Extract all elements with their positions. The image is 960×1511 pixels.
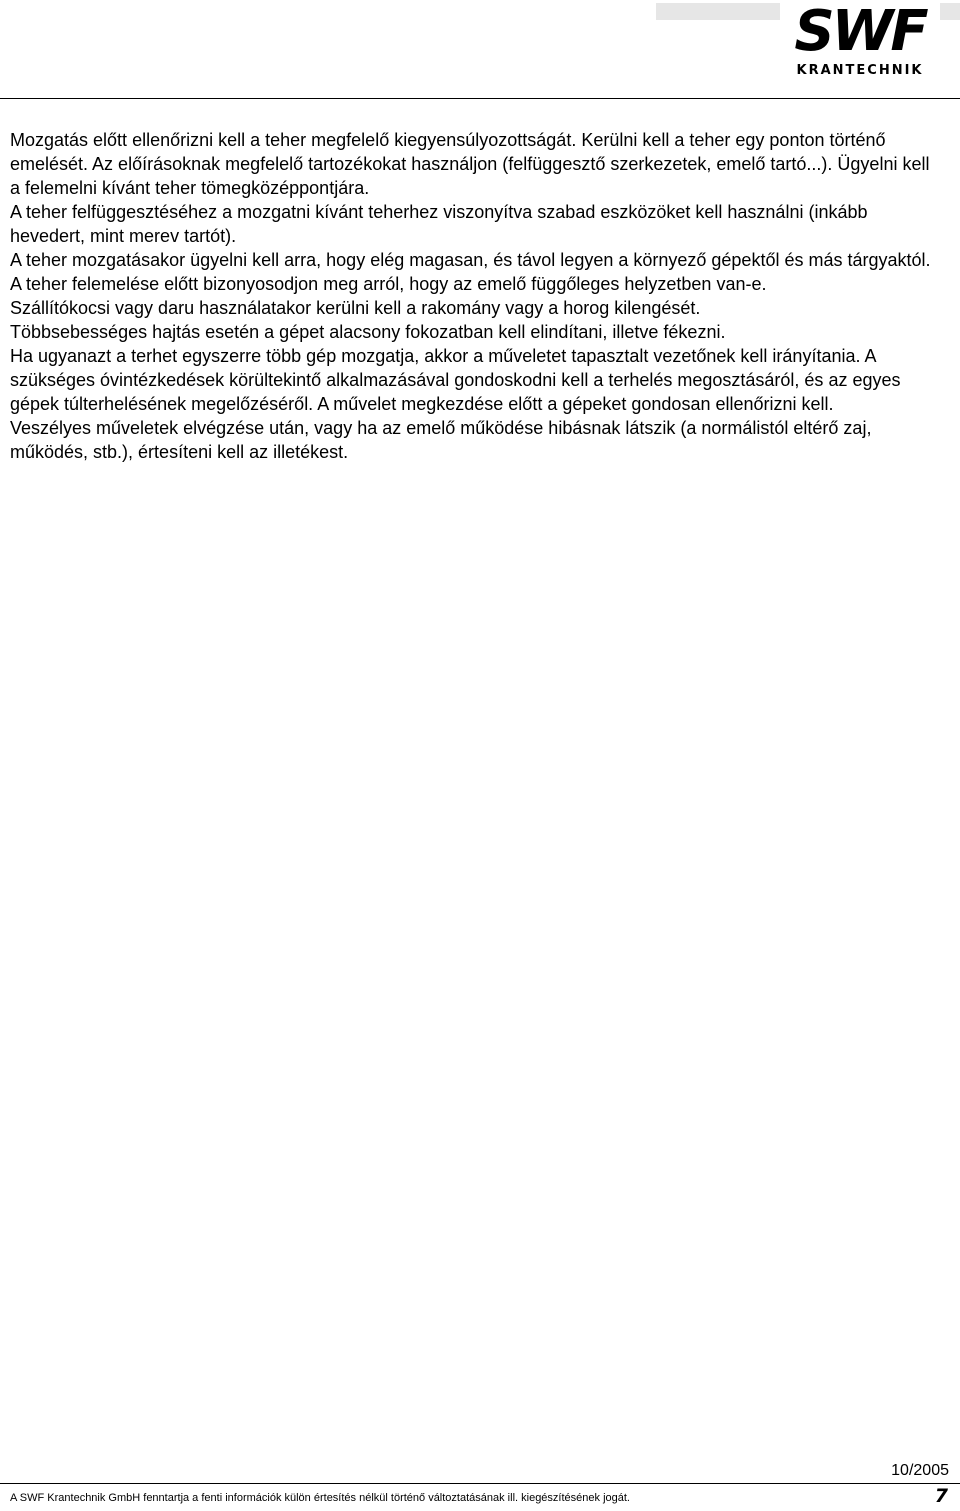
swf-logo (780, 0, 940, 83)
document-date: 10/2005 (891, 1462, 949, 1479)
paragraph: A teher felfüggesztéséhez a mozgatni kívánt teherhez viszonyítva szabad eszközöket kell használni (inkább hevedert, mint merev tartót). (10, 202, 868, 246)
paragraph: Többsebességes hajtás esetén a gépet alacsony fokozatban kell elindítani, illetve fékezni. (10, 322, 726, 342)
footer-divider (0, 1483, 960, 1484)
logo-subtext: KRANTECHNIK (796, 63, 924, 78)
logo-mark: SWF (794, 0, 926, 64)
paragraph: A teher mozgatásakor ügyelni kell arra, hogy elég magasan, és távol legyen a környező gépektől és más tárgyaktól. (10, 250, 931, 270)
paragraph: Szállítókocsi vagy daru használatakor kerülni kell a rakomány vagy a horog kilengését. (10, 298, 701, 318)
paragraph: Veszélyes műveletek elvégzése után, vagy ha az emelő működése hibásnak látszik (a normálistól eltérő zaj, működés, stb.), értesíteni kell az illetékest. (10, 418, 872, 462)
footer-disclaimer: A SWF Krantechnik GmbH fenntartja a fenti információk külön értesítés nélkül történő változtatásának ill. kiegészítésének jogát. (10, 1492, 630, 1504)
paragraph: A teher felemelése előtt bizonyosodjon meg arról, hogy az emelő függőleges helyzetben van-e. (10, 274, 767, 294)
page-number: 7 (934, 1485, 948, 1507)
page-body (10, 128, 940, 464)
paragraph: Mozgatás előtt ellenőrizni kell a teher megfelelő kiegyensúlyozottságát. Kerülni kell a teher egy ponton történő emelését. Az előírásoknak megfelelő tartozékokat használjon (felfüggesztő szerkezetek, emelő tartó...). Ügyelni kell a felemelni kívánt teher tömegközéppontjára. (10, 130, 930, 198)
paragraph: Ha ugyanazt a terhet egyszerre több gép mozgatja, akkor a műveletet tapasztalt vezetőnek kell irányítania. A szükséges óvintézkedések körültekintő alkalmazásával gondoskodni kell a terhelés megosztásáról, és az egyes gépek túlterhelésének megelőzéséről. A művelet megkezdése előtt a gépeket gondosan ellenőrizni kell. (10, 346, 901, 414)
header-divider (0, 98, 960, 99)
